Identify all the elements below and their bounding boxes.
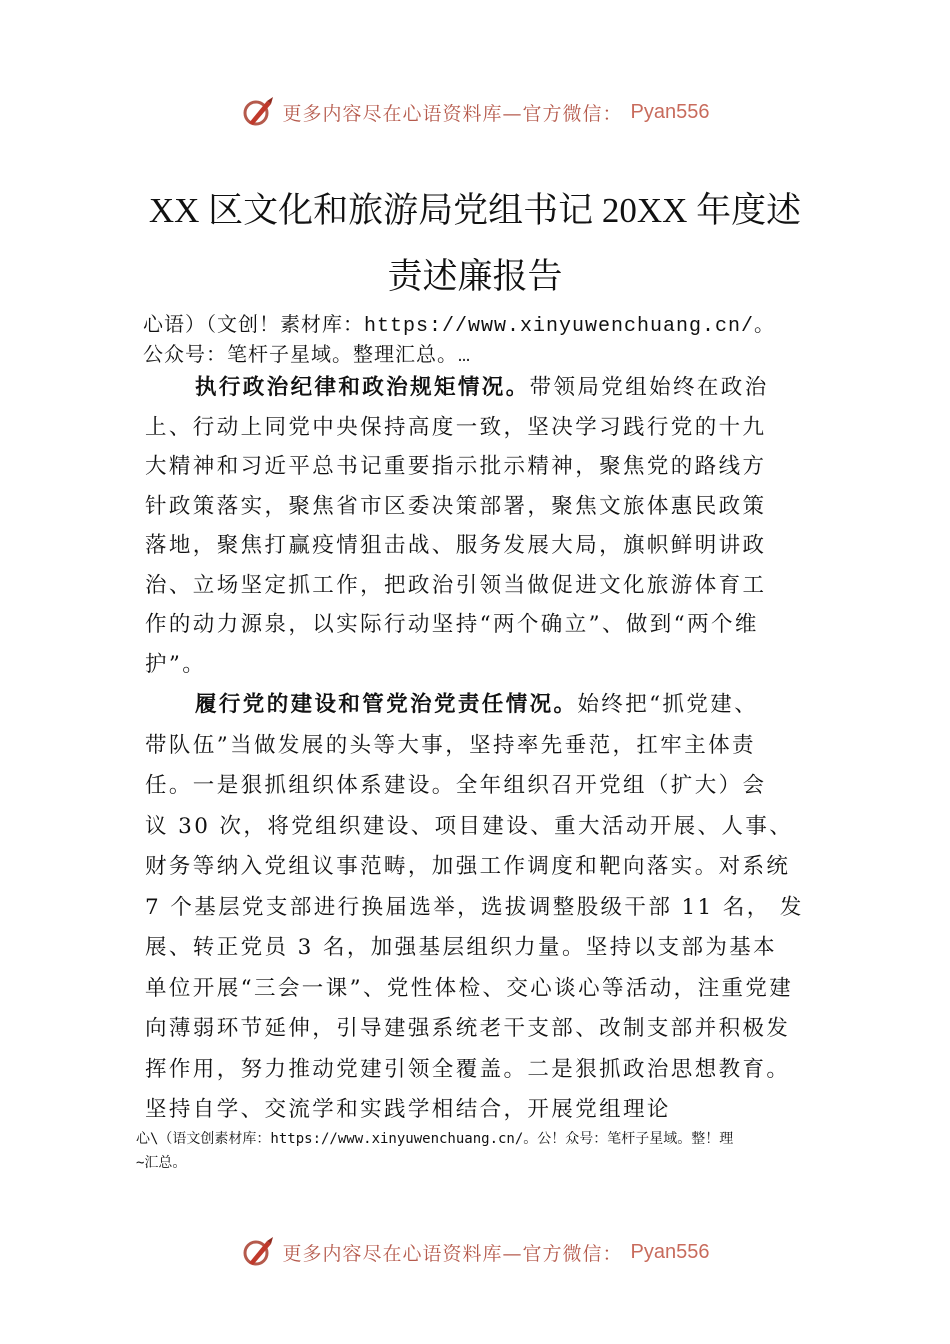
- paragraph-line: 大精神和习近平总书记重要指示批示精神，聚焦党的路线方: [145, 454, 767, 479]
- paragraph-line: 任。一是狠抓组织体系建设。全年组织召开党组（扩大）会: [145, 773, 767, 798]
- banner-wechat-id: Pyan556: [630, 1240, 710, 1263]
- paragraph-line: 展、转正党员 3 名，加强基层组织力量。坚持以支部为基本: [145, 935, 778, 960]
- watermark-banner-top: [0, 92, 950, 132]
- source-line-2: 公众号：笔杆子星域。整理汇总。…: [143, 345, 472, 368]
- paragraph-line: 治、立场坚定抓工作，把政治引领当做促进文化旅游体育工: [145, 572, 767, 598]
- title-line-1: XX 区文化和旅游局党组书记 20XX 年度述: [148, 191, 802, 230]
- paragraph-line: 带队伍”当做发展的头等大事，坚持率先垂范，扛牢主体责: [145, 732, 756, 758]
- source-line-1: 心语）（文创！素材库：https://www.xinyuwenchuang.cn/。: [143, 315, 776, 338]
- paragraph-line: 挥作用，努力推动党建引领全覆盖。二是狠抓政治思想教育。: [145, 1056, 791, 1082]
- paragraph-line: 7 个基层党支部进行换届选举，选拔调整股级干部 11 名， 发: [145, 894, 804, 920]
- quill-logo-icon: [241, 1235, 275, 1269]
- paragraph-heading: 履行党的建设和管党治党责任情况。: [195, 692, 578, 717]
- paragraph-line: 单位开展“三会一课”、党性体检、交心谈心等活动，注重党建: [145, 975, 794, 1001]
- paragraph-text: 始终把“抓党建、: [577, 692, 759, 717]
- paragraph-first-line: [145, 368, 820, 408]
- title-line-2: 责述廉报告: [387, 257, 563, 296]
- paragraph-line: 财务等纳入党组议事范畴，加强工作调度和靶向落实。对系统: [145, 854, 791, 879]
- paragraph-line: 针政策落实，聚焦省市区委决策部署，聚焦文旅体惠民政策: [145, 493, 767, 519]
- watermark-banner-bottom: [0, 1232, 950, 1272]
- paragraph-line: 作的动力源泉，以实际行动坚持“两个确立”、做到“两个维: [145, 612, 759, 637]
- footer-line-2: ~汇总。: [136, 1155, 187, 1171]
- paragraph-first-line: [145, 685, 820, 726]
- paragraph-party-building: [145, 685, 820, 1131]
- paragraph-line: 落地，聚焦打赢疫情狙击战、服务发展大局，旗帜鲜明讲政: [145, 533, 767, 558]
- paragraph-line: 护”。: [145, 651, 207, 677]
- paragraph-line: 上、行动上同党中央保持高度一致，坚决学习践行党的十九: [145, 414, 767, 440]
- page-footer-note: [136, 1127, 836, 1175]
- paragraph-line: 向薄弱环节延伸，引导建强系统老干支部、改制支部并积极发: [145, 1016, 791, 1041]
- banner-text: 更多内容尽在心语资料库—官方微信：: [282, 1242, 623, 1265]
- paragraph-political-discipline: [145, 368, 820, 684]
- footer-line-1: 心\（语文创素材库：https://www.xinyuwenchuang.cn/。公！众号：笔杆子星域。整！理: [136, 1131, 734, 1147]
- banner-text: 更多内容尽在心语资料库—官方微信：: [282, 102, 623, 125]
- paragraph-line: 坚持自学、交流学和实践学相结合，开展党组理论: [145, 1097, 671, 1122]
- paragraph-text: 带领局党组始终在政治: [529, 375, 769, 400]
- quill-logo-icon: [241, 95, 275, 129]
- source-note: [143, 312, 843, 372]
- banner-wechat-id: Pyan556: [630, 100, 710, 123]
- page-title: [60, 178, 890, 310]
- paragraph-heading: 执行政治纪律和政治规矩情况。: [195, 375, 530, 400]
- paragraph-line: 议 30 次，将党组织建设、项目建设、重大活动开展、人事、: [145, 813, 794, 839]
